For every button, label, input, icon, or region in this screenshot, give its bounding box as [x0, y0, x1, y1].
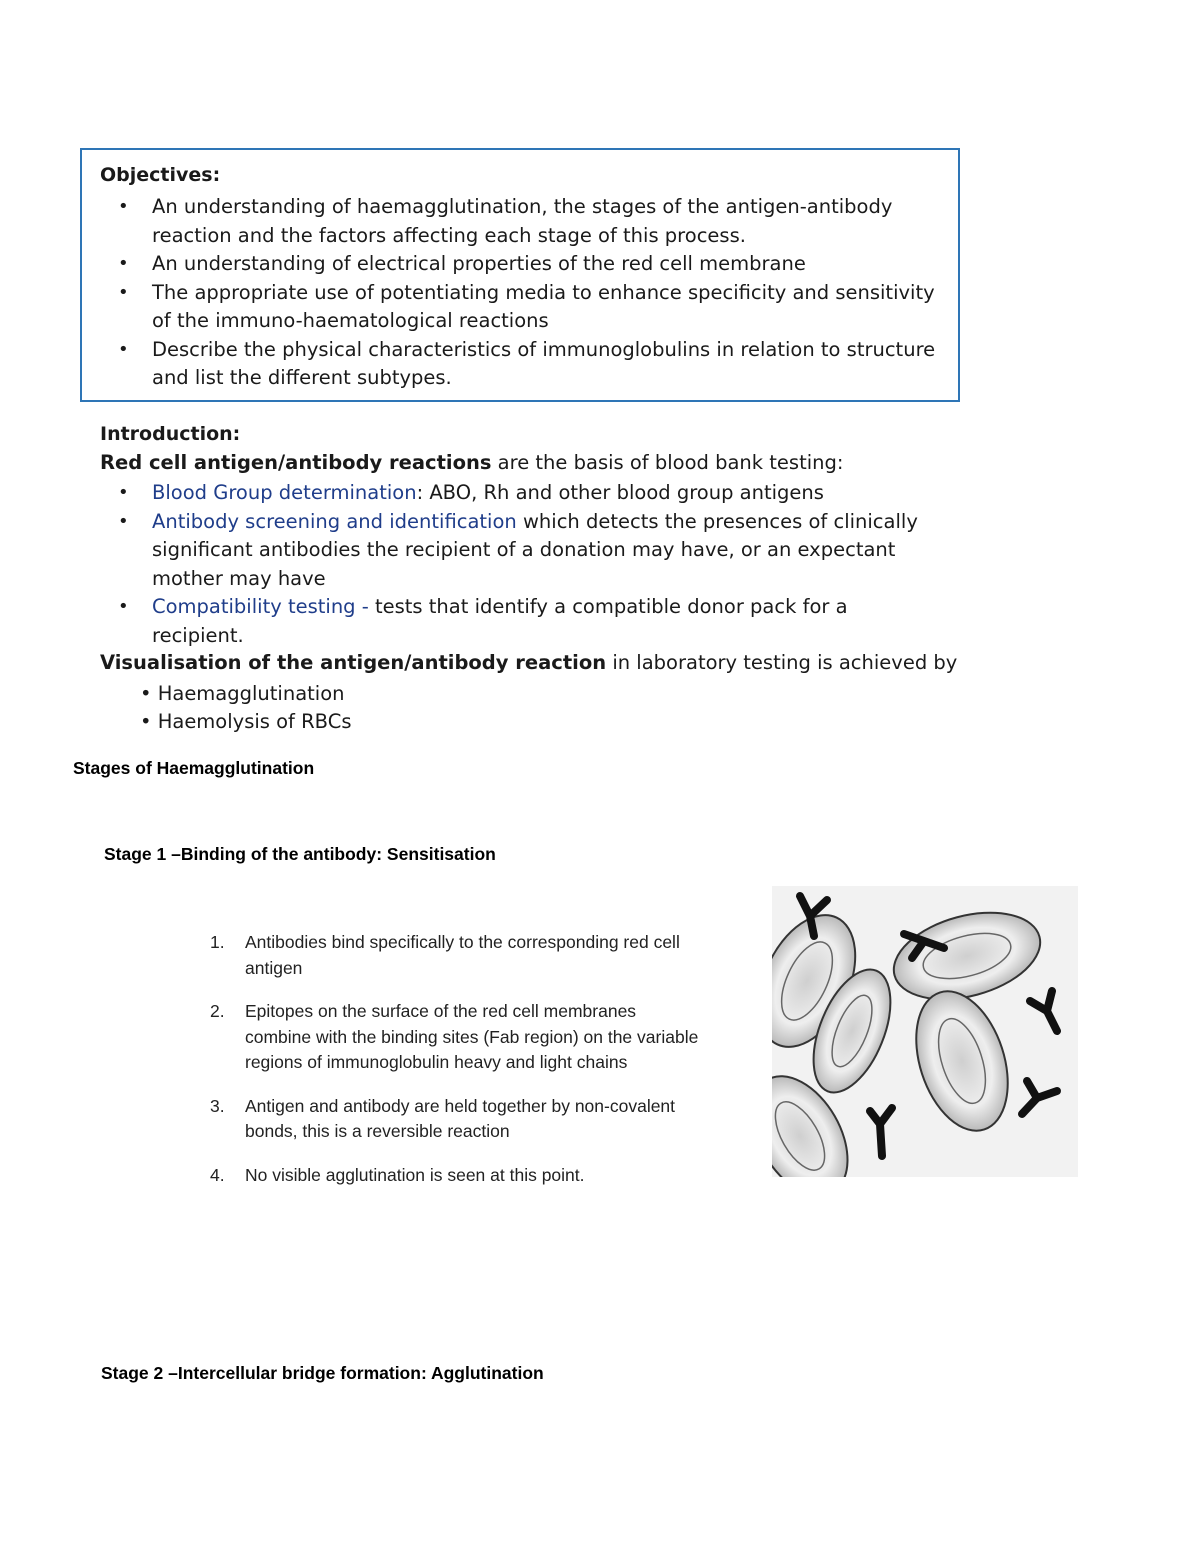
list-item: • The appropriate use of potentiating media to enhance specificity and sensitivity of the immuno-haematological reactions: [118, 280, 935, 332]
antibody-icon: [870, 1108, 892, 1156]
red-cell: [900, 980, 1024, 1143]
list-item: [205, 930, 705, 981]
list-item: [205, 999, 705, 1076]
intro-rest: which detects the presences of clinically significant antibodies the recipient of a donation may have, or an expectant mother may have: [152, 509, 918, 590]
step-number: 4.: [210, 1164, 225, 1185]
step-number: 1.: [210, 932, 225, 952]
red-cells-antibodies-drawing: [772, 886, 1078, 1177]
step-text: Antigen and antibody are held together by non-covalent bonds, this is a reversible reaction: [245, 1095, 676, 1141]
intro-rest: tests that identify a compatible donor pack for a recipient.: [152, 595, 848, 647]
list-item: • Antibody screening and identification which detects the presences of clinically significant antibodies the recipient of a donation may have, or an expectant mother may have: [118, 509, 918, 590]
intro-rest: : ABO, Rh and other blood group antigens: [416, 481, 824, 504]
objective-text: An understanding of haemagglutination, the stages of the antigen-antibody reaction and the factors affecting each stage of this process.: [152, 195, 893, 247]
introduction-lead-rest: are the basis of blood bank testing:: [491, 451, 844, 474]
objectives-title: Objectives:: [100, 164, 221, 186]
list-item: • Blood Group determination: ABO, Rh and other blood group antigens: [118, 481, 824, 504]
list-item: • Compatibility testing - tests that identify a compatible donor pack for a recipient.: [118, 595, 848, 647]
visualisation-lead: [100, 651, 957, 674]
objective-text: An understanding of electrical properties of the red cell membrane: [152, 252, 806, 275]
visualisation-lead-rest: in laboratory testing is achieved by: [606, 651, 958, 674]
visualisation-list: [140, 680, 351, 736]
list-item: • An understanding of electrical properties of the red cell membrane: [118, 252, 806, 275]
antibody-icon: [1030, 991, 1057, 1031]
intro-term: Antibody screening and identification: [152, 509, 517, 533]
list-item: • An understanding of haemagglutination, the stages of the antigen-antibody reaction and the factors affecting each stage of this process.: [118, 195, 893, 247]
objective-text: Describe the physical characteristics of immunoglobulins in relation to structure and list the different subtypes.: [152, 337, 936, 389]
list-item: [205, 1094, 705, 1145]
objectives-list: [100, 193, 950, 393]
list-item: • Describe the physical characteristics of immunoglobulins in relation to structure and list the different subtypes.: [118, 337, 936, 389]
step-text: No visible agglutination is seen at this point.: [245, 1164, 585, 1185]
introduction-lead: [100, 451, 843, 474]
intro-term: Blood Group determination: [152, 481, 417, 504]
visualisation-lead-bold: Visualisation of the antigen/antibody reaction: [100, 651, 607, 674]
list-item: • Haemolysis of RBCs: [140, 710, 352, 733]
step-number: 2.: [210, 1001, 225, 1021]
step-number: 3.: [210, 1095, 225, 1116]
introduction-lead-bold: Red cell antigen/antibody reactions: [100, 451, 492, 474]
introduction-list: [100, 479, 940, 650]
introduction-title: Introduction:: [100, 423, 241, 445]
stage1-title: Stage 1 –Binding of the antibody: Sensitisation: [104, 844, 496, 864]
stages-title: Stages of Haemagglutination: [73, 758, 315, 778]
stage1-steps: [205, 930, 705, 1206]
antibody-icon: [1022, 1081, 1057, 1114]
step-text: Antibodies bind specifically to the corresponding red cell antigen: [245, 932, 680, 978]
step-text: Epitopes on the surface of the red cell membranes combine with the binding sites (Fab region) on the variable regions of immunoglobulin heavy and light chains: [245, 1001, 699, 1072]
objective-text: The appropriate use of potentiating media to enhance specificity and sensitivity of the immuno-haematological reactions: [152, 280, 935, 332]
intro-term: Compatibility testing -: [152, 595, 375, 618]
list-item: [205, 1163, 705, 1189]
sensitisation-illustration: [772, 886, 1078, 1177]
stage2-title: Stage 2 –Intercellular bridge formation: Agglutination: [101, 1363, 544, 1383]
list-item: • Haemagglutination: [140, 682, 345, 705]
